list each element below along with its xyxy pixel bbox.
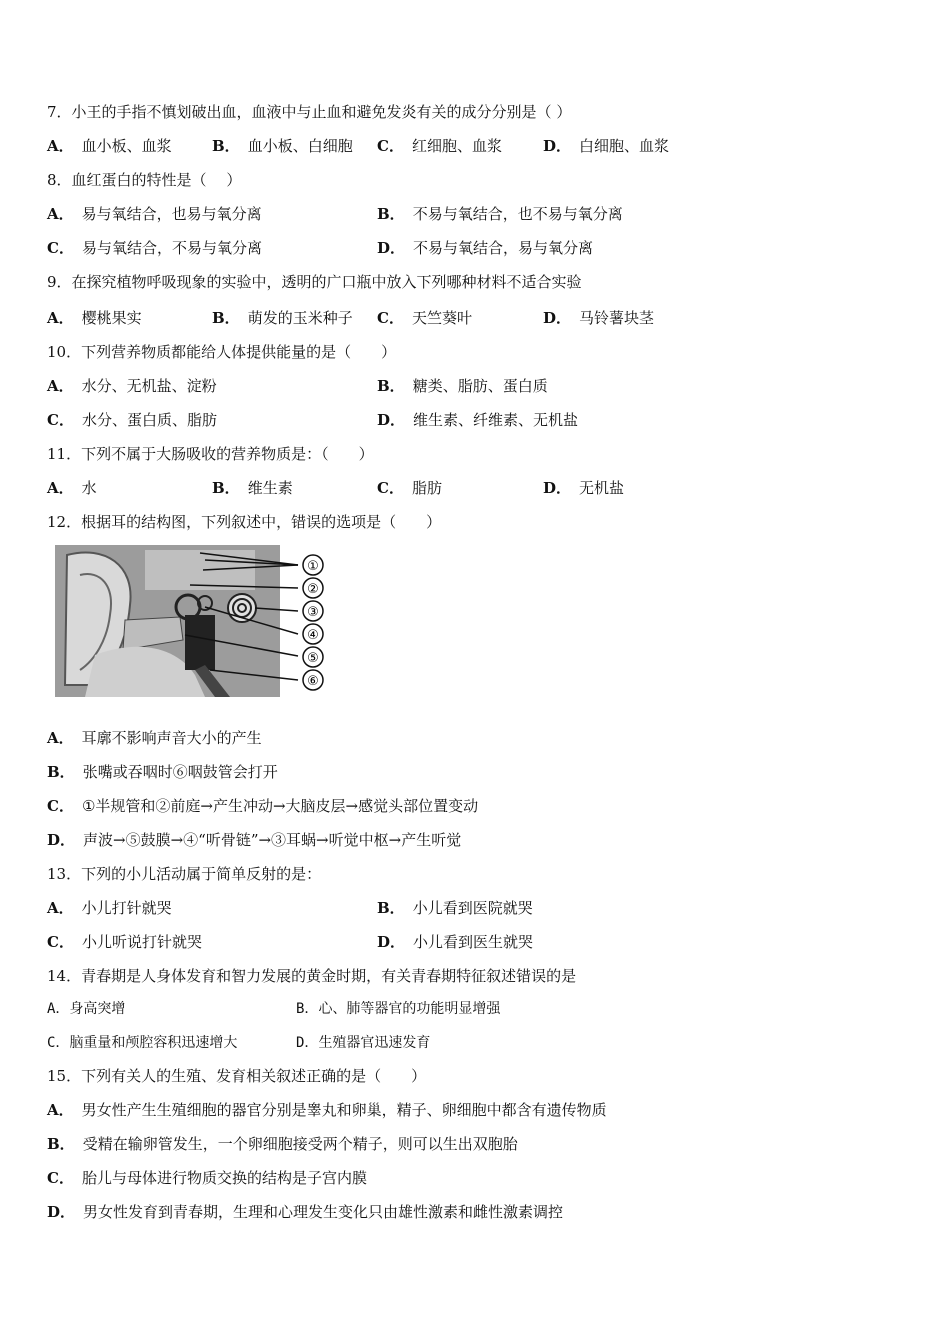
question-12-option-a[interactable] [47, 728, 262, 748]
question-15-option-c[interactable] [47, 1168, 367, 1188]
question-15-option-d[interactable] [47, 1202, 563, 1222]
question-13-option-d[interactable] [377, 932, 533, 952]
question-9-option-b[interactable] [212, 308, 353, 328]
question-10-option-b[interactable] [377, 376, 548, 396]
option-text: 白细胞、血浆 [579, 137, 670, 155]
question-7-option-d[interactable] [543, 136, 669, 156]
question-12-stem: 12．根据耳的结构图，下列叙述中，错误的选项是（ ） [47, 513, 442, 531]
figure-label-4 [303, 624, 323, 644]
option-label: C． [377, 137, 404, 155]
question-8-option-b[interactable] [377, 204, 623, 224]
question-12-option-c[interactable] [47, 796, 478, 816]
question-11-option-d[interactable] [543, 478, 624, 498]
svg-text:③: ③ [307, 605, 319, 620]
option-label: B． [47, 763, 75, 781]
question-10-option-c[interactable] [47, 410, 217, 430]
question-9-option-a[interactable] [47, 308, 142, 328]
svg-text:⑥: ⑥ [307, 674, 319, 689]
figure-label-6 [303, 670, 323, 690]
option-text: 生殖器官迅速发育 [318, 1035, 431, 1051]
question-9-option-d[interactable] [543, 308, 654, 328]
option-label: B． [377, 205, 405, 223]
question-7-option-a[interactable] [47, 136, 172, 156]
question-9-stem: 9．在探究植物呼吸现象的实验中，透明的广口瓶中放入下列哪种材料不适合实验 [47, 273, 582, 291]
option-text: 马铃薯块茎 [579, 309, 655, 327]
option-text: 红细胞、血浆 [411, 137, 502, 155]
question-11-option-b[interactable] [212, 478, 293, 498]
figure-label-5 [303, 647, 323, 667]
question-8-option-c[interactable] [47, 238, 262, 258]
question-15-option-a[interactable] [47, 1100, 607, 1120]
option-label: B． [212, 479, 240, 497]
option-label: D． [377, 411, 406, 429]
question-9-option-c[interactable] [377, 308, 472, 328]
option-text: 小儿看到医生就哭 [413, 933, 534, 951]
question-10-option-a[interactable] [47, 376, 217, 396]
option-text: ①半规管和②前庭→产生冲动→大脑皮层→感觉头部位置变动 [81, 797, 479, 815]
option-text: 易与氧结合，不易与氧分离 [81, 239, 262, 257]
question-13-option-a[interactable] [47, 898, 172, 918]
svg-text:④: ④ [307, 628, 319, 643]
option-text: 男女性产生生殖细胞的器官分别是睾丸和卵巢，精子、卵细胞中都含有遗传物质 [81, 1101, 607, 1119]
question-13-option-b[interactable] [377, 898, 533, 918]
option-label: A． [47, 729, 74, 747]
question-11-option-c[interactable] [377, 478, 442, 498]
figure-label-2 [303, 578, 323, 598]
option-label: A． [47, 1001, 70, 1017]
question-14-option-d[interactable] [296, 1033, 430, 1053]
option-text: 声波→⑤鼓膜→④“听骨链”→③耳蜗→听觉中枢→产生听觉 [83, 831, 462, 849]
option-label: C． [47, 411, 74, 429]
option-label: A． [47, 899, 74, 917]
option-label: D． [377, 239, 406, 257]
option-text: 心、肺等器官的功能明显增强 [318, 1001, 501, 1017]
option-text: 脂肪 [411, 479, 442, 497]
option-label: A． [47, 205, 74, 223]
option-text: 维生素、纤维素、无机盐 [413, 411, 579, 429]
question-8-stem: 8．血红蛋白的特性是（ ） [47, 171, 242, 189]
option-text: 维生素 [247, 479, 293, 497]
option-text: 小儿打针就哭 [81, 899, 172, 917]
question-15-stem: 15．下列有关人的生殖、发育相关叙述正确的是（ ） [47, 1067, 427, 1085]
option-text: 水分、蛋白质、脂肪 [81, 411, 217, 429]
option-text: 易与氧结合，也易与氧分离 [81, 205, 262, 223]
question-7-option-c[interactable] [377, 136, 502, 156]
option-text: 受精在输卵管发生，一个卵细胞接受两个精子，则可以生出双胞胎 [82, 1135, 518, 1153]
option-label: B． [377, 899, 405, 917]
option-text: 小儿看到医院就哭 [412, 899, 533, 917]
option-text: 不易与氧结合，易与氧分离 [413, 239, 594, 257]
question-10-option-d[interactable] [377, 410, 578, 430]
option-text: 天竺葵叶 [411, 309, 472, 327]
question-14-option-a[interactable] [47, 999, 125, 1019]
option-text: 水 [81, 479, 97, 497]
question-8-option-d[interactable] [377, 238, 593, 258]
option-label: B． [212, 137, 240, 155]
figure-label-3 [303, 601, 323, 621]
option-label: D． [47, 831, 76, 849]
option-label: C． [377, 479, 404, 497]
option-label: C． [47, 933, 74, 951]
svg-text:②: ② [307, 582, 319, 597]
option-label: D． [377, 933, 406, 951]
option-label: B． [47, 1135, 75, 1153]
option-label: C． [377, 309, 404, 327]
option-label: C． [47, 1035, 70, 1051]
option-text: 脑重量和颅腔容积迅速增大 [69, 1035, 238, 1051]
question-14-option-c[interactable] [47, 1033, 237, 1053]
question-12-option-b[interactable] [47, 762, 278, 782]
option-text: 樱桃果实 [81, 309, 142, 327]
option-label: B． [377, 377, 405, 395]
question-7-stem: 7．小王的手指不慎划破出血，血液中与止血和避免发炎有关的成分分别是（ ） [47, 103, 572, 121]
option-text: 不易与氧结合，也不易与氧分离 [412, 205, 623, 223]
option-label: B． [212, 309, 240, 327]
option-text: 糖类、脂肪、蛋白质 [412, 377, 548, 395]
option-text: 水分、无机盐、淀粉 [81, 377, 217, 395]
option-text: 血小板、血浆 [81, 137, 172, 155]
option-text: 胎儿与母体进行物质交换的结构是子宫内膜 [81, 1169, 367, 1187]
figure-label-1 [303, 555, 323, 575]
option-label: A． [47, 309, 74, 327]
ear-structure-figure [55, 545, 330, 697]
option-label: C． [47, 797, 74, 815]
option-label: A． [47, 1101, 74, 1119]
question-14-option-b[interactable] [296, 999, 500, 1019]
option-label: D． [296, 1035, 319, 1051]
question-13-stem: 13．下列的小儿活动属于简单反射的是： [47, 865, 322, 883]
question-15-option-b[interactable] [47, 1134, 518, 1154]
option-label: C． [47, 1169, 74, 1187]
svg-text:⑤: ⑤ [307, 651, 319, 666]
option-label: A． [47, 479, 74, 497]
option-label: A． [47, 137, 74, 155]
option-label: A． [47, 377, 74, 395]
option-text: 萌发的玉米种子 [247, 309, 353, 327]
option-text: 张嘴或吞咽时⑥咽鼓管会打开 [82, 763, 278, 781]
option-label: C． [47, 239, 74, 257]
question-11-option-a[interactable] [47, 478, 97, 498]
option-text: 男女性发育到青春期，生理和心理发生变化只由雄性激素和雌性激素调控 [83, 1203, 564, 1221]
option-label: D． [543, 479, 572, 497]
svg-text:①: ① [307, 559, 319, 574]
option-text: 小儿听说打针就哭 [81, 933, 202, 951]
option-text: 无机盐 [579, 479, 625, 497]
question-11-stem: 11．下列不属于大肠吸收的营养物质是：（ ） [47, 445, 374, 463]
option-text: 血小板、白细胞 [247, 137, 353, 155]
option-label: D． [543, 309, 572, 327]
option-label: D． [543, 137, 572, 155]
question-10-stem: 10．下列营养物质都能给人体提供能量的是（ ） [47, 343, 397, 361]
question-13-option-c[interactable] [47, 932, 202, 952]
question-12-option-d[interactable] [47, 830, 461, 850]
option-text: 身高突增 [69, 1001, 126, 1017]
option-text: 耳廓不影响声音大小的产生 [81, 729, 262, 747]
option-label: D． [47, 1203, 76, 1221]
question-8-option-a[interactable] [47, 204, 262, 224]
question-7-option-b[interactable] [212, 136, 353, 156]
option-label: B． [296, 1001, 319, 1017]
question-14-stem: 14．青春期是人身体发育和智力发展的黄金时期，有关青春期特征叙述错误的是 [47, 967, 577, 985]
